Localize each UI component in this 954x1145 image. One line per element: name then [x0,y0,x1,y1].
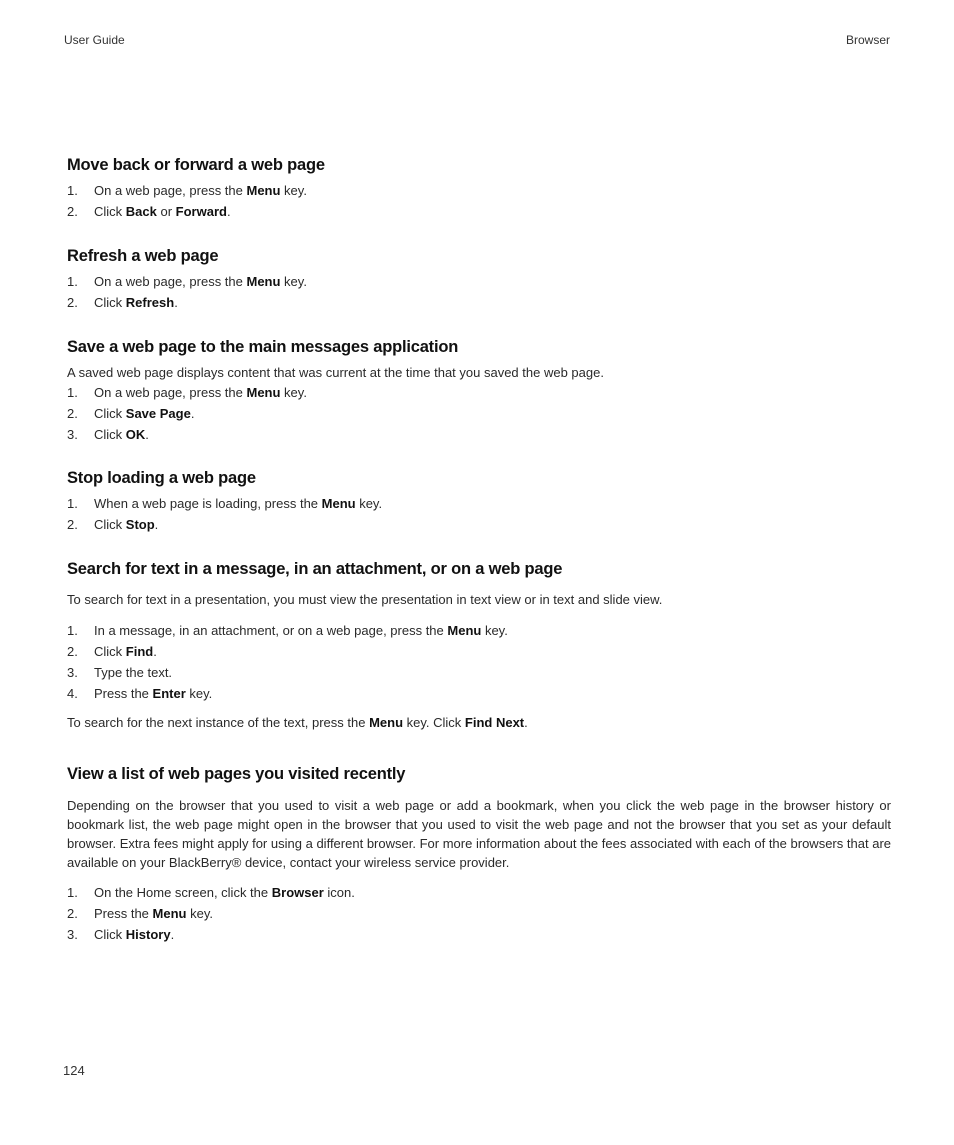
running-header-left: User Guide [64,33,125,47]
section-stop-loading [67,467,891,535]
section-intro: Depending on the browser that you used to visit a web page or add a bookmark, when you click the web page in the browser history or bookmark list, the web page might open in the browser that you used to visit the web page and not the browser that you set as your default browser. Extra fees might apply for using a different browser. For more information about the fees associated with each of the browsers that are available on your BlackBerry® device, contact your wireless service provider. [67,798,891,870]
section-heading: Stop loading a web page [67,469,256,487]
steps-list [67,493,891,535]
step-item: 1. On a web page, press the Menu key. [67,385,307,400]
step-item: 3. Click History. [67,927,175,942]
step-item: 1. On a web page, press the Menu key. [67,274,307,289]
section-intro: A saved web page displays content that was current at the time that you saved the web page. [67,365,604,380]
section-search-text [67,558,891,732]
step-item: 3. Type the text. [67,665,173,680]
steps-list [67,620,891,704]
section-heading: Move back or forward a web page [67,156,325,174]
section-intro: To search for text in a presentation, you must view the presentation in text view or in text and slide view. [67,592,663,607]
section-heading: Search for text in a message, in an attachment, or on a web page [67,560,563,578]
section-heading: View a list of web pages you visited recently [67,765,406,783]
step-item: 1. When a web page is loading, press the Menu key. [67,496,383,511]
section-refresh [67,245,891,313]
step-item: 2. Click Refresh. [67,295,178,310]
steps-list [67,271,891,313]
step-item: 1. In a message, in an attachment, or on a web page, press the Menu key. [67,623,508,638]
page-number: 124 [63,1063,85,1078]
section-heading: Save a web page to the main messages application [67,338,459,356]
steps-list [67,882,891,945]
step-item: 2. Click Back or Forward. [67,204,231,219]
step-item: 2. Click Find. [67,644,157,659]
step-item: 2. Press the Menu key. [67,906,213,921]
step-item: 1. On a web page, press the Menu key. [67,183,307,198]
section-save-page [67,336,891,445]
steps-list [67,382,891,445]
running-header-right: Browser [845,33,890,47]
step-item: 1. On the Home screen, click the Browser icon. [67,885,355,900]
step-item: 4. Press the Enter key. [67,686,213,701]
section-move-back-forward [67,154,891,222]
step-item: 2. Click Stop. [67,517,159,532]
section-view-history [67,763,891,945]
step-item: 2. Click Save Page. [67,406,195,421]
section-heading: Refresh a web page [67,247,219,265]
section-outro: To search for the next instance of the text, press the Menu key. Click Find Next. [67,715,528,730]
steps-list [67,180,891,222]
step-item: 3. Click OK. [67,427,149,442]
